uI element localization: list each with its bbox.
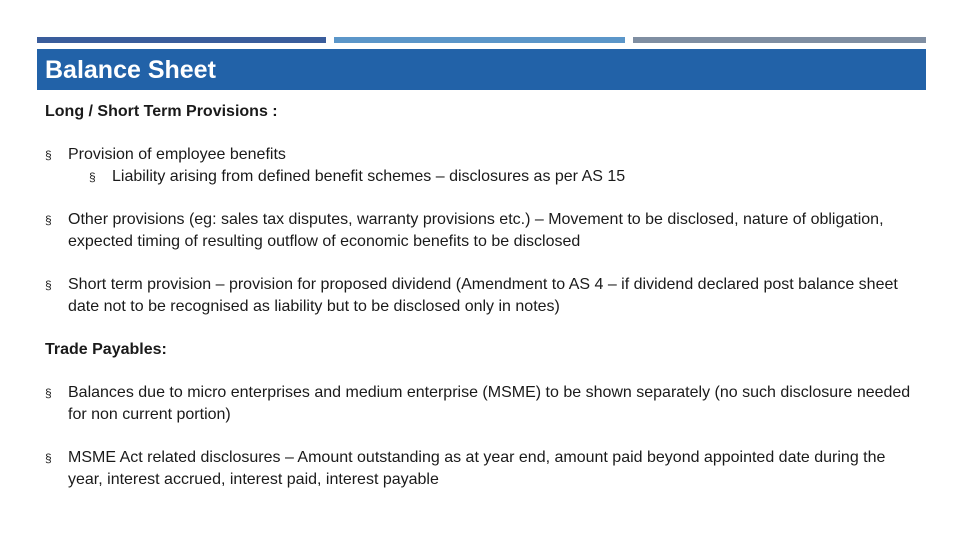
slide-title: Balance Sheet <box>45 56 216 84</box>
section-heading-trade-payables: Trade Payables: <box>45 341 167 358</box>
bullet-text: Other provisions (eg: sales tax disputes, warranty provisions etc.) – Movement to be disclosed, nature of obligation, expected timing of resulting outflow of economic benefits to be disclosed <box>68 211 884 250</box>
list-item <box>45 209 915 253</box>
accent-bar-right <box>633 37 926 43</box>
provisions-bullet-list <box>45 144 915 318</box>
bullet-text: MSME Act related disclosures – Amount outstanding as at year end, amount paid beyond appointed date during the year, interest accrued, interest paid, interest payable <box>68 449 886 488</box>
bullet-icon: § <box>45 386 52 400</box>
bullet-icon: § <box>45 148 52 162</box>
sub-list-item <box>89 166 915 188</box>
accent-bar-middle <box>334 37 625 43</box>
bullet-text: Provision of employee benefits <box>68 146 286 163</box>
list-item <box>45 274 915 318</box>
slide-content <box>45 101 915 491</box>
section-heading-provisions: Long / Short Term Provisions : <box>45 103 278 120</box>
list-item <box>45 447 915 491</box>
bullet-icon: § <box>45 278 52 292</box>
trade-payables-bullet-list <box>45 382 915 491</box>
bullet-icon: § <box>45 451 52 465</box>
bullet-text: Short term provision – provision for proposed dividend (Amendment to AS 4 – if dividend declared post balance sheet date not to be recognised as liability but to be disclosed only in notes) <box>68 276 898 315</box>
accent-bar-left <box>37 37 326 43</box>
bullet-icon: § <box>89 170 96 184</box>
title-band <box>37 49 926 90</box>
bullet-text: Balances due to micro enterprises and medium enterprise (MSME) to be shown separately (no such disclosure needed for non current portion) <box>68 384 911 423</box>
sub-bullet-text: Liability arising from defined benefit schemes – disclosures as per AS 15 <box>112 168 626 185</box>
list-item <box>45 144 915 166</box>
list-item <box>45 382 915 426</box>
bullet-icon: § <box>45 213 52 227</box>
